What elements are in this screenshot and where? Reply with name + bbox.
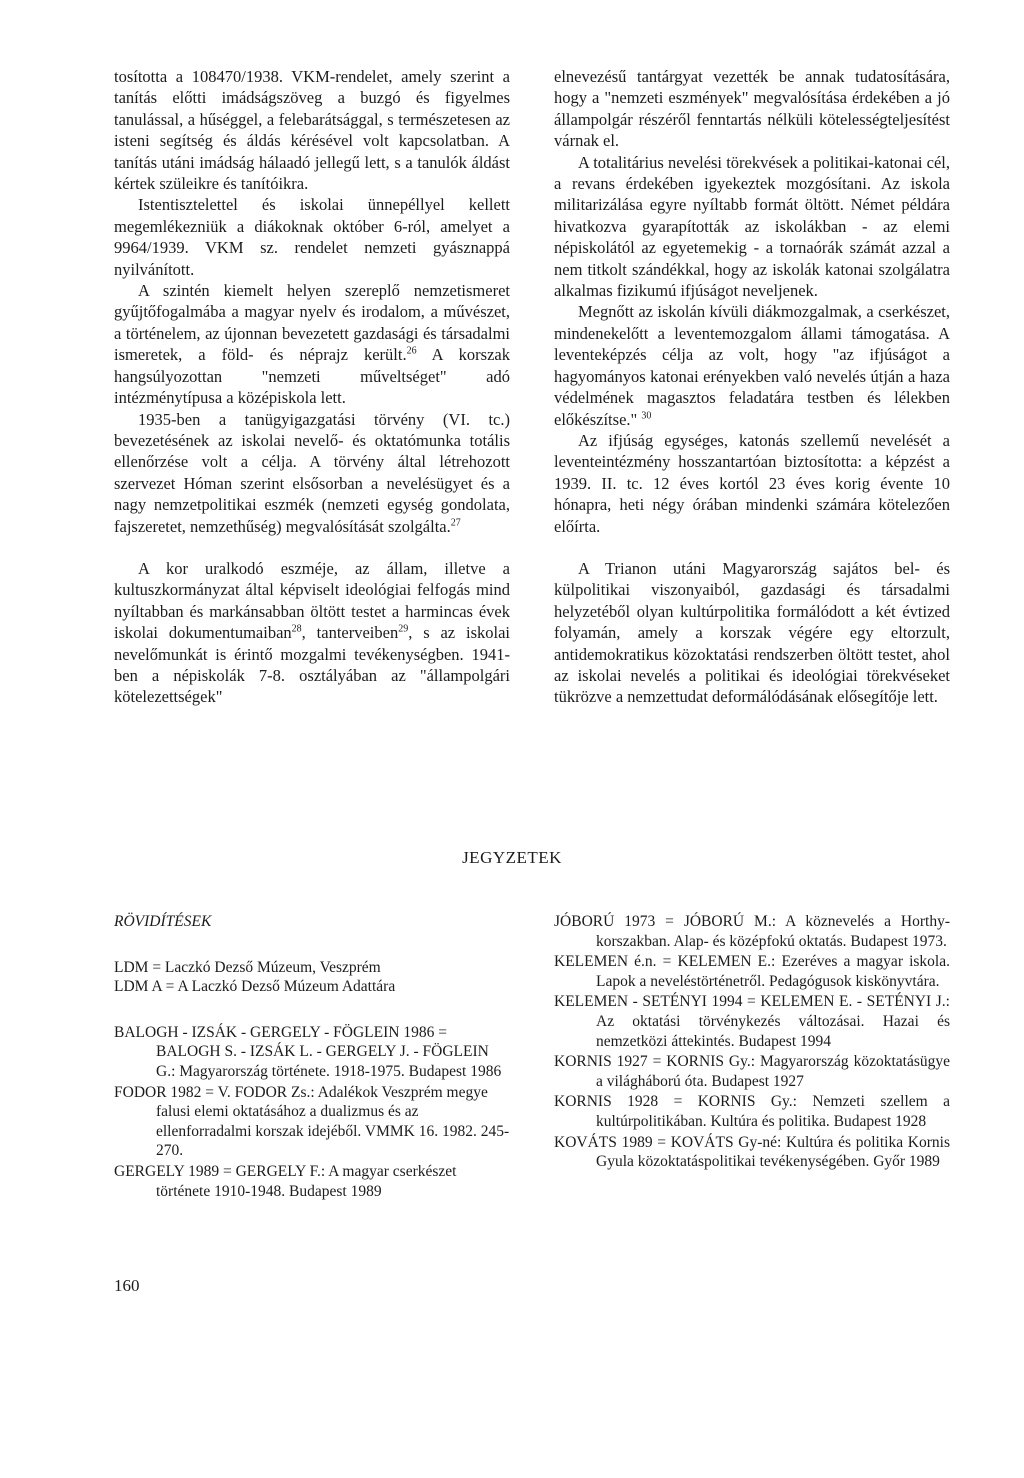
paragraph-text: tosította a 108470/1938. VKM-rendelet, amely szerint a tanítás előtti imádságszöveg a buzgó és figyelmes tanulással, a hűséggel, a felebarátsággal, s természetesen az isteni segítség és áldás kérésével volt kapcsolatban. A tanítás utáni imádság hálaadó jellegű lett, s a tanulók áldást kértek szüleikre és tanítóikra. (114, 67, 510, 194)
reference-entry: JÓBORÚ 1973 = JÓBORÚ M.: A köznevelés a Horthy-korszakban. Alap- és középfokú oktatás. Budapest 1973. (554, 913, 950, 950)
body-paragraph (554, 66, 950, 152)
notes-left-column (114, 912, 510, 1202)
paragraph-text: A szintén kiemelt helyen szereplő nemzetismeret gyűjtőfogalmába a magyar nyelv és irodalom, a művészet, a történelem, az újonnan bevezetett gazdasági és társadalmi ismeretek, a föld- és néprajz került. (114, 281, 510, 365)
body-paragraph (114, 194, 510, 280)
reference-entry: KELEMEN é.n. = KELEMEN E.: Ezeréves a magyar iskola. Lapok a neveléstörténetről. Pedagógusok kiskönyvtára. (554, 953, 950, 990)
paragraph-text: 1935-ben a tanügyigazgatási törvény (VI. tc.) bevezetésének az iskolai nevelő- és oktatómunka totális ellenőrzése volt a célja. A törvény által létrehozott szervezet Hóman szerint elsősorban a nevelésügyet és a nagy nemzetpolitikai eszmék (nemzeti egység gondolata, fajszeretet, nemzethűség) megvalósítását szolgálta. (114, 409, 510, 536)
paragraph-text: Istentisztelettel és iskolai ünnepéllyel kellett megemlékezniük a diákoknak október 6-ról, amelyet a 9964/1939. VKM sz. rendelet nemzeti gyásznappá nyilvánított. (114, 195, 510, 279)
reference-entry: KORNIS 1927 = KORNIS Gy.: Magyarország közoktatásügye a világháború óta. Budapest 1927 (554, 1053, 950, 1090)
paragraph-text: A kor uralkodó eszméje, az állam, illetve a kultuszkormányzat által képviselt ideológiai felfogás mind nyíltabban és markánsabban öltött testet a harmincas évek iskolai dokumentumaiban (114, 558, 510, 643)
notes-right-column (554, 912, 950, 1173)
reference-entry: KOVÁTS 1989 = KOVÁTS Gy-né: Kultúra és politika Kornis Gyula közoktatáspolitikai tevékenységében. Győr 1989 (554, 1133, 950, 1171)
abbreviation-entry: LDM A = A Laczkó Dezső Múzeum Adattára (114, 978, 396, 996)
paragraph-spacer (554, 537, 950, 558)
paragraph-text: A korszak hangsúlyozottan "nemzeti műveltséget" adó intézménytípusa a középiskola lett. (114, 345, 510, 408)
paragraph-text: elnevezésű tantárgyat vezették be annak tudatosítására, hogy a "nemzeti eszmények" megvalósítása érdekében a jó állampolgár részéről fenntartás nélküli kötelességteljesítést várnak el. (554, 67, 950, 151)
body-paragraph (554, 558, 950, 708)
footnote-marker: 30 (641, 410, 652, 421)
references-list-left (114, 1023, 510, 1201)
body-paragraph (554, 301, 950, 429)
abbreviations-list (114, 958, 510, 997)
reference-entry: KORNIS 1928 = KORNIS Gy.: Nemzeti szellem a kultúrpolitikában. Kultúra és politika. Budapest 1928 (554, 1093, 950, 1130)
paragraph-text: , tanterveiben (301, 623, 399, 643)
abbreviation-entry: LDM = Laczkó Dezső Múzeum, Veszprém (114, 958, 381, 976)
reference-entry: FODOR 1982 = V. FODOR Zs.: Adalékok Veszprém megye falusi elemi oktatásához a dualizmus és az ellenforradalmi korszak idejéből. VMMK 16. 1982. 245-270. (114, 1083, 510, 1160)
abbreviations-heading: RÖVIDÍTÉSEK (114, 913, 212, 930)
body-paragraph (114, 558, 510, 708)
footnote-marker: 29 (398, 623, 409, 635)
body-paragraph (114, 280, 510, 408)
reference-entry: GERGELY 1989 = GERGELY F.: A magyar cserkészet története 1910-1948. Budapest 1989 (114, 1162, 457, 1200)
footnote-marker: 26 (406, 345, 417, 357)
body-paragraph (554, 152, 950, 302)
body-paragraph (554, 430, 950, 537)
main-text-left-column (114, 66, 510, 708)
body-paragraph (114, 66, 510, 194)
paragraph-text: A Trianon utáni Magyarország sajátos bel- és külpolitikai viszonyaiból, gazdasági és társadalmi helyzetéből olyan kultúrpolitika formálódott a két évtized folyamán, amely a korszak végére egy eltorzult, antidemokratikus közoktatási rendszerben öltött testet, ahol az iskolai nevelés a politikai és ideológiai törekvéseket tükrözve a nemzettudat deformálódásának elősegítője lett. (554, 558, 950, 707)
reference-entry: KELEMEN - SETÉNYI 1994 = KELEMEN E. - SETÉNYI J.: Az oktatási törvénykezés változásai. Hazai és nemzetközi áttekintés. Budapest 1994 (554, 993, 950, 1050)
paragraph-text: Megnőtt az iskolán kívüli diákmozgalmak, a cserkészet, mindenekelőtt a leventemozgalom állami támogatása. A leventeképzés célja az volt, hogy "az ifjúságot a hagyományos katonai erényekben való nevelés útján a haza védelmének magasztos feladatára testben és lélekben előkészítse." (554, 302, 950, 429)
paragraph-text: , s az iskolai nevelőmunkát is érintő mozgalmi tevékenységben. 1941-ben a népiskolák 7-8. osztályában az "állampolgári kötelezettségek" (114, 623, 510, 707)
body-paragraph (114, 409, 510, 537)
notes-title: JEGYZETEK (462, 848, 562, 867)
paragraph-text: Az ifjúság egységes, katonás szellemű nevelését a leventeintézmény hosszantartóan biztosította: a képzést a 1939. II. tc. 12 éves kortól 23 éves korig évente 10 hónapra, heti négy órában mindenki számára kötelezően előírta. (554, 430, 950, 536)
reference-entry: BALOGH - IZSÁK - GERGELY - FÖGLEIN 1986 = BALOGH S. - IZSÁK L. - GERGELY J. - FÖGLEIN G.: Magyarország története. 1918-1975. Budapest 1986 (114, 1023, 502, 1080)
footnote-marker: 28 (291, 623, 302, 635)
paragraph-text: A totalitárius nevelési törekvések a politikai-katonai cél, a revans érdekében igyekeztek mozgósítani. Az iskola militarizálása egyre nyíltabb formát öltött. Német példára hivatkozva gyarapították az iskolákban - az elemi népiskolától az egyetemekig - a tornaórák számát azzal a nem titkolt szándékkal, hogy az iskolák katonai szolgálatra alkalmas fizikumú ifjúságot neveljenek. (554, 152, 950, 301)
main-text-right-column (554, 66, 950, 708)
page-number: 160 (114, 1276, 140, 1295)
paragraph-spacer (114, 537, 510, 558)
footnote-marker: 27 (450, 517, 461, 529)
